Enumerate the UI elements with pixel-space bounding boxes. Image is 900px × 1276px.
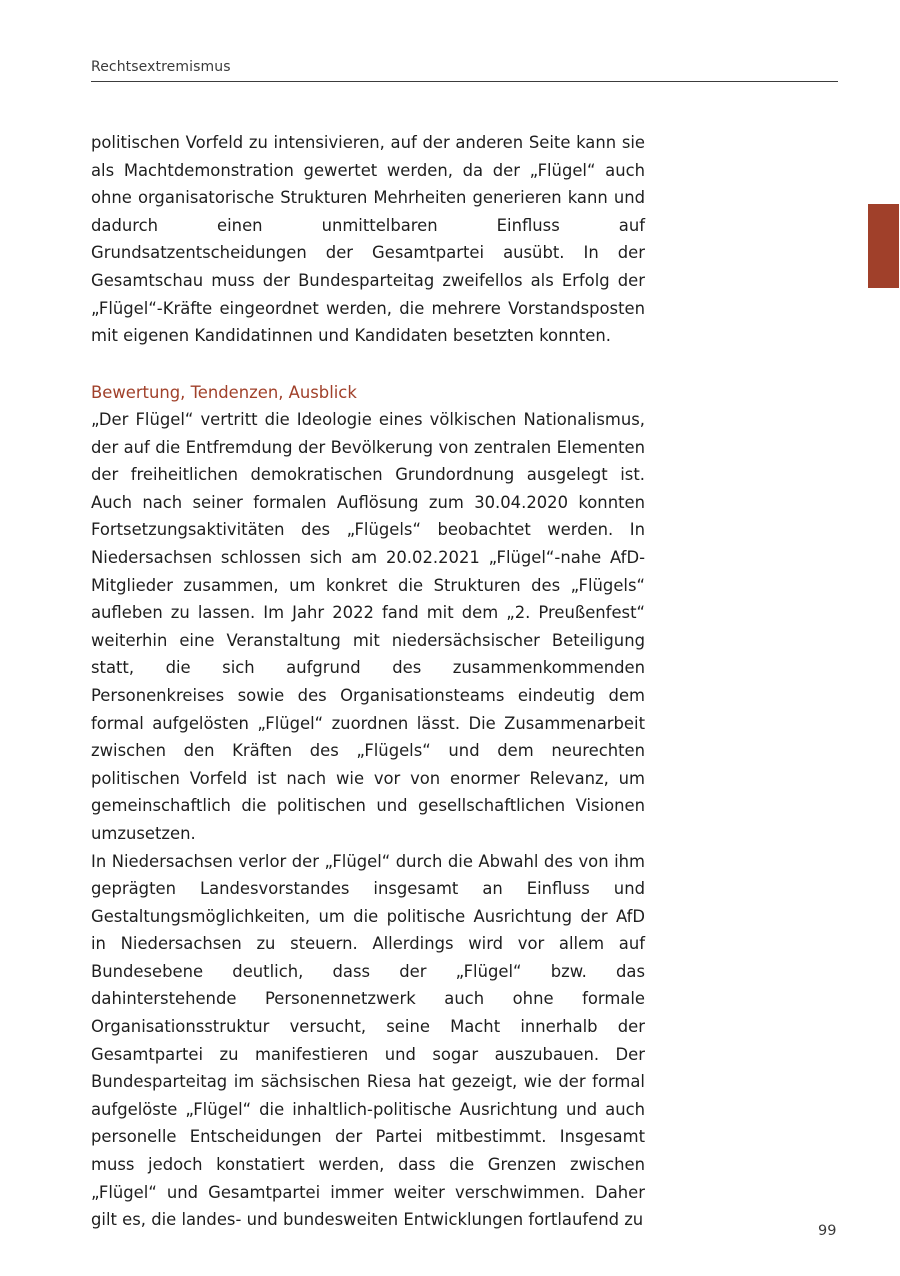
page-number: 99 bbox=[818, 1223, 837, 1239]
section-heading: Bewertung, Tendenzen, Ausblick bbox=[91, 383, 357, 402]
section-paragraph-2: In Niedersachsen verlor der „Flügel“ durch die Abwahl des von ihm geprägten Landesvorstandes insgesamt an Einfluss und Gestaltungsmöglichkeiten, um die politische Ausrichtung der AfD in Niedersachsen zu steuern. Allerdings wird vor allem auf Bundesebene deutlich, dass der „Flügel“ bzw. das dahinterstehende Personennetzwerk auch ohne formale Organisationsstruktur versucht, seine Macht innerhalb der Gesamtpartei zu manifestieren und sogar auszubauen. Der Bundesparteitag im sächsischen Riesa hat gezeigt, wie der formal aufgelöste „Flügel“ die inhaltlich-politische Ausrichtung und auch personelle Entscheidungen der Partei mitbestimmt. Insgesamt muss jedoch konstatiert werden, dass die Grenzen zwischen „Flügel“ und Gesamtpartei immer weiter verschwimmen. Daher gilt es, die landes- und bundesweiten Entwicklungen fortlaufend zu bbox=[91, 851, 645, 1230]
section-paragraph-1: „Der Flügel“ vertritt die Ideologie eines völkischen Nationalismus, der auf die Entfremdung der Bevölkerung von zentralen Elementen der freiheitlichen demokratischen Grundordnung ausgelegt ist. Auch nach seiner formalen Auflösung zum 30.04.2020 konnten Fortsetzungsaktivitäten des „Flügels“ beobachtet werden. In Niedersachsen schlossen sich am 20.02.2021 „Flügel“-nahe AfD-Mitglieder zusammen, um konkret die Strukturen des „Flügels“ aufleben zu lassen. Im Jahr 2022 fand mit dem „2. Preußenfest“ weiterhin eine Veranstaltung mit niedersächsischer Beteiligung statt, die sich aufgrund des zusammenkommenden Personenkreises sowie des Organisationsteams eindeutig dem formal aufgelösten „Flügel“ zuordnen lässt. Die Zusammenarbeit zwischen den Kräften des „Flügels“ und dem neurechten politischen Vorfeld ist nach wie vor von enormer Relevanz, um gemeinschaftlich die politischen und gesellschaftlichen Visionen umzusetzen. bbox=[91, 410, 645, 843]
running-header-title: Rechtsextremismus bbox=[91, 59, 231, 75]
intro-paragraph: politischen Vorfeld zu intensivieren, auf der anderen Seite kann sie als Machtdemonstration gewertet werden, da der „Flügel“ auch ohne organisatorische Strukturen Mehrheiten generieren kann und dadurch einen unmittelbaren Einfluss auf Grundsatzentscheidungen der Gesamtpartei ausübt. In der Gesamtschau muss der Bundesparteitag zweifellos als Erfolg der „Flügel“-Kräfte eingeordnet werden, die mehrere Vorstandsposten mit eigenen Kandidatinnen und Kandidaten besetzten konnten. bbox=[91, 133, 645, 346]
header-divider bbox=[91, 81, 838, 82]
chapter-thumb-tab bbox=[868, 204, 899, 288]
section-text-block bbox=[91, 406, 645, 1234]
intro-text-block bbox=[91, 129, 645, 350]
